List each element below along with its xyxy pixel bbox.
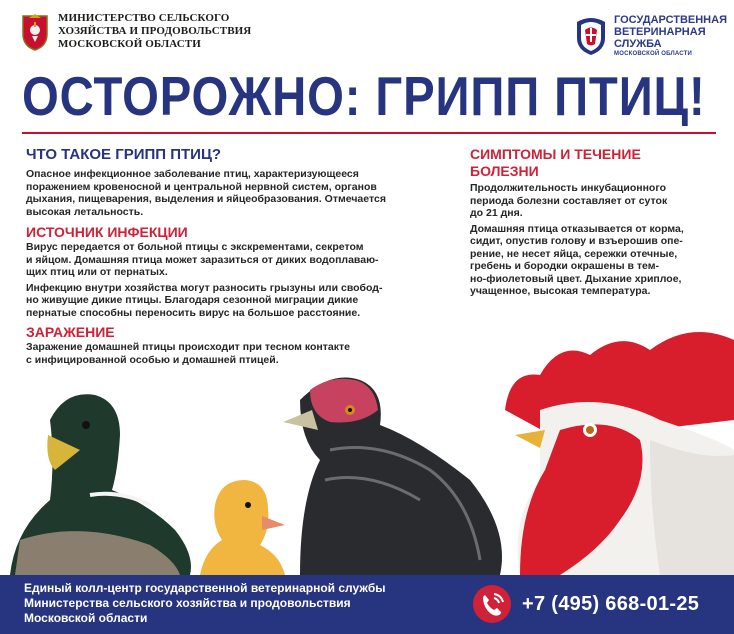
phone-icon [472, 584, 512, 624]
what-heading: ЧТО ТАКОЕ ГРИПП ПТИЦ? [26, 146, 222, 163]
call-center-text [24, 581, 386, 626]
ministry-line-3: МОСКОВСКОЙ ОБЛАСТИ [58, 38, 201, 50]
infection-heading: ЗАРАЖЕНИЕ [26, 324, 115, 340]
vet-line-3: СЛУЖБА [614, 38, 662, 50]
symptoms-line: гребень и бородки окрашены в тем- [470, 260, 659, 272]
rooster-illustration [505, 332, 734, 575]
what-text [26, 168, 436, 218]
source-line: щих птиц или от пернатых. [26, 266, 168, 278]
mallard-illustration [10, 394, 191, 575]
infection-line: Заражение домашней птицы происходит при тесном контакте [26, 341, 350, 353]
infection-line: с инфицированной особью и домашней птицей. [26, 353, 279, 366]
ministry-line-2: ХОЗЯЙСТВА И ПРОДОВОЛЬСТВИЯ [58, 25, 252, 37]
symptoms-line: учащенное, высокая температура. [470, 285, 651, 297]
ministry-line-1: МИНИСТЕРСТВО СЕЛЬСКОГО [58, 12, 230, 24]
what-line: дыхания, пищеварения, выделения и яйцеобразования. Отмечается [26, 193, 386, 205]
symptoms-line: но-фиолетовый цвет. Дыхание хриплое, [470, 272, 682, 285]
footer-bar [0, 575, 734, 634]
footer-line: Московской области [24, 611, 148, 625]
symptoms-heading-line-1: СИМПТОМЫ И ТЕЧЕНИЕ [470, 146, 641, 162]
symptoms-line: Домашняя птица отказывается от корма, [470, 222, 684, 235]
what-line: Опасное инфекционное заболевание птиц, характеризующееся [26, 168, 359, 180]
source-line: но живущие дикие птицы. Благодаря сезонной миграции дикие [26, 294, 359, 306]
symptoms-line: периода болезни составляет от суток [470, 194, 668, 207]
source-line: и яйцом. Домашняя птица может заразиться от диких водоплаваю- [26, 253, 379, 266]
source-line: пернатые способны переносить вирус на большое расстояние. [26, 306, 361, 319]
duckling-illustration [200, 480, 285, 575]
header [0, 0, 734, 66]
vet-line-1: ГОСУДАРСТВЕННАЯ [614, 14, 727, 26]
ministry-block [20, 12, 251, 52]
source-text-1 [26, 241, 436, 279]
vet-line-2: ВЕТЕРИНАРНАЯ [614, 26, 706, 38]
symptoms-line: рение, не несет яйца, сережки отечные, [470, 247, 678, 260]
vet-service-block [574, 14, 727, 59]
symptoms-text-2 [470, 223, 710, 298]
vet-service-logo-icon [574, 14, 608, 56]
footer-line: Министерства сельского хозяйства и продовольствия [24, 596, 351, 610]
symptoms-text-1 [470, 182, 710, 220]
hen-illustration [283, 378, 502, 576]
symptoms-line: Продолжительность инкубационного [470, 182, 666, 194]
symptoms-heading-line-2: БОЛЕЗНИ [470, 163, 539, 179]
source-text-2 [26, 282, 436, 320]
what-line: поражением кровеносной и центральной нервной систем, органов [26, 180, 377, 193]
source-heading: ИСТОЧНИК ИНФЕКЦИИ [26, 224, 188, 240]
source-line: Инфекцию внутри хозяйства могут разносить грызуны или свобод- [26, 281, 383, 294]
vet-region: МОСКОВСКОЙ ОБЛАСТИ [614, 51, 693, 57]
phone-number[interactable]: +7 (495) 668-01-25 [522, 593, 700, 615]
symptoms-line: до 21 дня. [470, 207, 523, 219]
right-column [470, 146, 710, 298]
footer-line: Единый колл-центр государственной ветеринарной службы [24, 581, 386, 595]
source-line: Вирус передается от больной птицы с экскрементами, секретом [26, 241, 364, 253]
what-line: высокая летальность. [26, 205, 144, 218]
title-divider [22, 132, 716, 134]
symptoms-line: сидит, опустив голову и взъерошив опе- [470, 235, 683, 247]
coat-of-arms-icon [20, 12, 50, 52]
birds-photo [0, 330, 734, 575]
page-title: ОСТОРОЖНО: ГРИПП ПТИЦ! [22, 65, 706, 127]
